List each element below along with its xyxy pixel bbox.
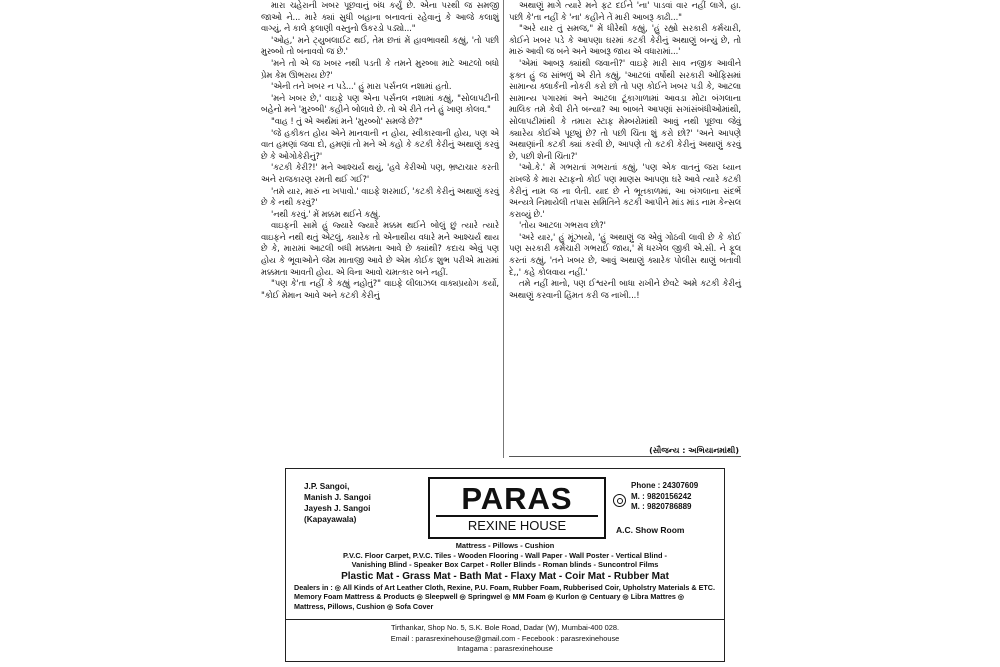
mobile-number: M. : 9820156242 — [631, 491, 692, 501]
whatsapp-icon — [613, 494, 626, 507]
newspaper-page — [253, 0, 747, 667]
owner-name: J.P. Sangoi, — [304, 482, 350, 491]
phone-number: Phone : 24307609 — [631, 481, 699, 490]
products-line: P.V.C. Floor Carpet, P.V.C. Tiles - Wooden Flooring - Wall Paper - Wall Poster - Vertical Blind - — [342, 550, 668, 560]
article-paragraph: 'તોય આટલા ગભરાવ છો?' — [519, 220, 606, 231]
article-paragraph: 'એની તને ખબર ન પડે...' હું મારા પર્સનલ નશામાં હતો. — [271, 81, 452, 92]
products-line: Vanishing Blind - Speaker Box Carpet - Roller Blinds - Roman blinds - Suncontrol Films — [351, 560, 659, 570]
credit-divider — [509, 456, 741, 457]
email-facebook: Email : parasrexinehouse@gmail.com - Fecebook : parasrexinehouse — [390, 633, 620, 643]
logo-subtitle: REXINE HOUSE — [436, 515, 598, 533]
instagram: Intagama : parasrexinehouse — [457, 644, 553, 653]
article-paragraph: 'તમે યાર, મારું ના ખપાવો.' વાઇફે શરમાઈ, 'કટકી કેરીનું અથાણું કરવું છે કે નથી કરવું?' — [261, 185, 499, 208]
article-paragraph: 'કટકી કેરી?!' મને આશ્ચર્ય થયું, 'હવે કેરીઓ પણ, ભ્રષ્ટાચાર કરતી અને રાજકારણ રમતી થઈ ગઈ?' — [261, 162, 499, 184]
article-paragraph: અથાણું માગે ત્યારે મને ફટ દઈને 'ના' પાડવાં વાર નહીં લાગે, હા. પછી કે'તા નહીં કે 'ના' કહીને તેં મારી આબરૂ કાઢી..." — [509, 0, 741, 22]
shop-logo — [428, 477, 606, 539]
article-paragraph: "અરે યાર તું સમજ," મેં ધીરેથી કહ્યું, 'હું રહ્યો સરકારી કર્મચારી, કોઈને ખબર પડે કે આપણા ઘરમાં કટકી કેરીનું અથાણું બન્યું છે, તો મારું આવી જ બને અને આબરૂ જાય એ વધારામાં...' — [509, 23, 741, 57]
contact-numbers — [631, 481, 698, 513]
owner-name: (Kapayawala) — [304, 515, 357, 524]
article-paragraph: મારા ચહેરાની ખબર પૂછવાનું બંધ કર્યું છે. એના પરથી જ સમજી જાઓ ને... મારે ક્યાં સુધી બહાના બનાવતાં રહેવાનું કે આજે કલાશું વાગ્યું, ને કાલે ફલાણી વસ્તુનો ઉકરડો પડ્યો..." — [261, 0, 499, 34]
article-column-left — [261, 0, 499, 301]
owner-names — [304, 481, 371, 525]
article-paragraph: 'મને ખબર છે,' વાઇફે પણ એના પર્સનલ નશામાં કહ્યું, "સોલાપટીની બહેનો મને 'મુરબ્બી' કહીને બોલાવે છે. તો એ રીતે તને હું ખાણ કોલવ." — [261, 92, 499, 115]
article-credit: (સૌજન્ય : અભિયાનમાંથી) — [649, 446, 739, 455]
article-paragraph: "વાહ ! તું એ અર્થમાં મને 'મુરબ્બો' સમજે છે?" — [271, 115, 423, 126]
article-paragraph: તમે નહીં માનો, પણ ઈશ્વરની બાધા રાખીને છેવટે અમે કટકી કેરીનું અથાણું કરવાની હિંમત કરી જ નાખી...! — [509, 278, 741, 300]
article-paragraph: 'ઓહ,' મને ટ્યુબલાઈટ થઈ, તેમ છતાં મેં હાવભાવથી કહ્યું, 'તો પછી મુરબ્બો તો બનાવવો જ છે.' — [261, 34, 499, 57]
ad-footer — [286, 619, 724, 655]
products-line: Mattress - Pillows - Cushion — [455, 541, 555, 550]
article-paragraph: 'મને તો એ જ ખબર નથી પડતી કે તમને મુરબ્બા માટે આટલો બધો પ્રેમ કેમ ઊભરાય છે?' — [261, 57, 499, 80]
mobile-number: M. : 9820786889 — [631, 502, 692, 511]
advertisement — [285, 468, 725, 662]
article-paragraph: "પણ કે'તા નહીં કે કહ્યું નહોતું?" વાઇફે લીલાઝલ વાક્યપ્રયોગ કર્યો, "કોઈ મેમાન આવે અને કટકી કેરીનું — [261, 278, 499, 300]
article-paragraph: વાઇફની સામે હું જ્યારે જ્યારે મક્કમ થઈને બોલું છું ત્યારે ત્યારે વાઇફને નથી થતું એટલું, ક્યારેક તો એનાથીય વધારે મને આશ્ચર્ય થાય છે કે, મારામાં આટલી બધી મક્કમતા આવે છે ક્યાંથી? કદાચ એવું પણ હોય કે ભૂવાઓને જેમ માતાજી આવે છે એમ કોઈક શુભ પરીએ મારામાં મક્કમતા આવતી હોય. એ વિના આવો ચમત્કાર બને નહીં. — [261, 220, 499, 277]
products-highlight: Plastic Mat - Grass Mat - Bath Mat - Flaxy Mat - Coir Mat - Rubber Mat — [341, 570, 669, 582]
owner-name: Jayesh J. Sangoi — [304, 504, 371, 513]
article-paragraph: 'ઓ.કે.' મેં ગભરાતાં ગભરાતાં કહ્યું, 'પણ એક વાતનું જરા ધ્યાન રાખજે કે મારા સ્ટાફનો કોઈ પણ માણસ આપણા ઘરે આવે ત્યારે કટકી કેરીનું નામ જ ના લેતી. યાદ છે ને ભૂતકાળમાં, આ બંગલાના સંદર્ભે અન્યત્રે નિમાયેલી તપાસ સમિતિને કટકી આપીને માંડ માંડ નામ કેન્સલ કરાવ્યું છે.' — [509, 162, 741, 219]
product-list — [290, 541, 720, 611]
article-column-right — [509, 0, 741, 301]
article-paragraph: 'જે હકીકત હોય એને માનવાની ન હોય, સ્વીકારવાની હોય, પણ એ વાત હમણાં જવા દો, હમણાં તો મને એ કહો કે કટકી કેરીનું અથાણું કરવું છે કે ઓગોકેરીનું?' — [261, 127, 499, 161]
owner-name: Manish J. Sangoi — [304, 493, 371, 502]
logo-title: PARAS — [461, 481, 573, 516]
showroom-label: A.C. Show Room — [616, 525, 685, 535]
article-paragraph: 'એમાં આબરૂ ક્યાંથી જવાની?' વાઇફે મારી સાવ નજીક આવીને ફક્ત હું જ સાંભળું એ રીતે કહ્યું, 'આટલાં વર્ષોથી સરકારી ઓફિસમાં સામાન્ય ક્લાર્કની નોકરી કરો છો તો પણ કોઈને ખબર પડી કે, આટલા સામાન્ય પગારમાં અને આટલા ટૂંકાગાળામાં આવડા મોટા બંગલાના માલિક તમે કેવી રીતે બન્યા? આ બાબતે આપણાં સગાંસંબંધીઓમાંથી, સોલાપટીમાંથી કે તમારા સ્ટાફ મેમ્બરોમાંથી આવું નથી પૂછવા જેવું ક્યારેય કોઈએ પૂછ્યું છે? તો પછી ચિંતા શું કરો છો?' 'અને આપણે અથાણાંની કટકી ક્યાં કરવી છે, આપણે તો કટકી કેરીનું અથાણું કરવું છે, પછી શેની ચિંતા?' — [509, 57, 741, 161]
dealers-text: Dealers in : ◎ All Kinds of Art Leather Cloth, Rexine, P.U. Foam, Rubber Foam, Rubberised Coir, Upholstry Materials & ETC. Memory Foam Mattress & Products ◎ Sleepwell ◎ Springwel ◎ MM Foam ◎ Kurlon ◎ Centuary ◎ Libra Mattres ◎ Mattress, Pillows, Cushion ◎ Sofa Cover — [294, 582, 715, 611]
address: Tirthankar, Shop No. 5, S.K. Bole Road, Dadar (W), Mumbai-400 028. — [390, 623, 620, 632]
article-paragraph: 'અરે યાર,' હું મૂંઝાયો, 'હું અથાણું જ એવું ગોઠવી લાવી છે કે કોઈ પણ સરકારી કર્મચારી ગભરાઈ જાય,' મેં ધરખેલ જીકી એ.સી. ને ફૂલ કરતાં કહ્યું, 'તને ખબર છે, આવું અથાણું ક્યારેક પોલીસ થાણું બતાવી દે,,' કહે કોલવાય નહીં.' — [509, 231, 741, 277]
column-divider — [503, 0, 504, 458]
article-paragraph: 'નથી કરવું.' મેં મક્કમ થઈને કહ્યું. — [271, 208, 381, 219]
